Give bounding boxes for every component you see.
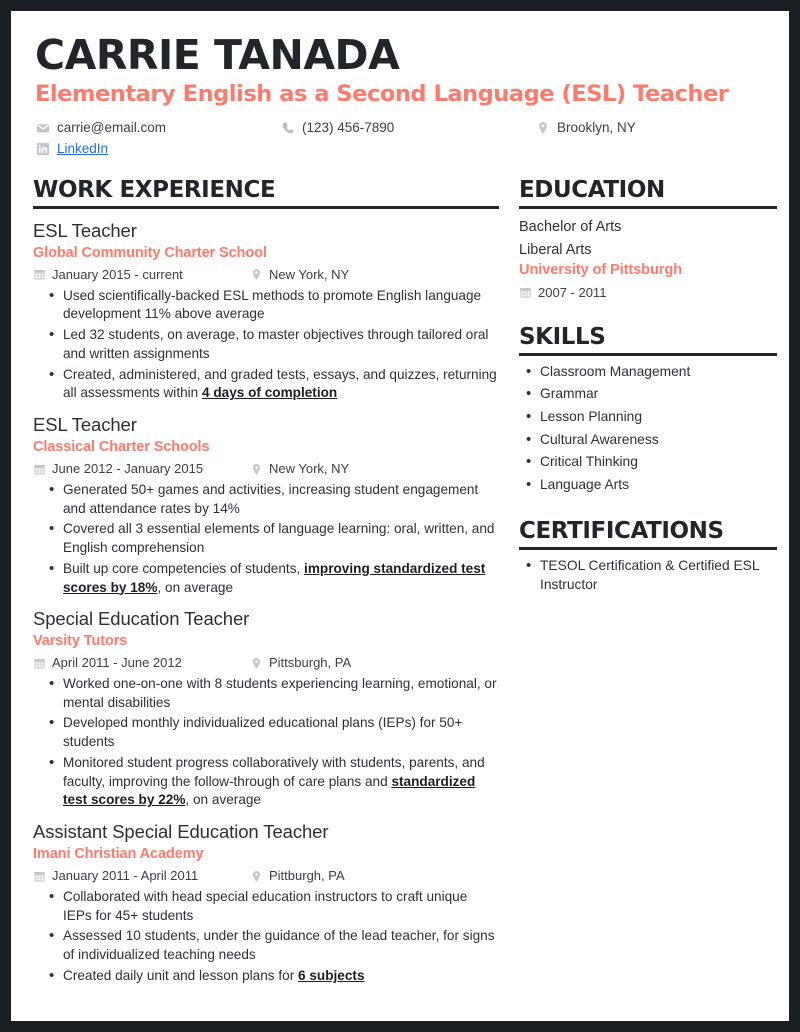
job-meta [33, 267, 499, 283]
professional-headline: Elementary English as a Second Language (ESL) Teacher [35, 81, 729, 108]
resume-body [33, 179, 767, 986]
bullet-highlight: standardized test scores by 22% [63, 773, 476, 808]
bullet-text-post: , on average [157, 579, 234, 595]
job-bullet [33, 366, 499, 404]
job-bullet-list [33, 888, 499, 986]
job-bullet [33, 560, 499, 598]
certifications-list [519, 557, 777, 594]
contact-phone-text: (123) 456-7890 [302, 119, 395, 135]
job-entry [33, 220, 499, 403]
job-bullet [33, 287, 499, 325]
bullet-text: Created, administered, and graded tests, essays, and quizzes, returning all assessments within [63, 366, 497, 401]
bullet-text: Created daily unit and lesson plans for [63, 967, 299, 983]
education-entry [519, 217, 777, 300]
job-entry [33, 414, 499, 597]
contact-phone[interactable] [281, 120, 536, 136]
map-pin-icon [250, 268, 263, 281]
education-dates-text: 2007 - 2011 [538, 284, 607, 300]
page-title: CARRIE TANADA [35, 31, 400, 79]
education-dates [519, 285, 777, 300]
map-pin-icon [250, 657, 263, 670]
bullet-text: Collaborated with head special education instructors to craft unique IEPs for 45+ students [63, 888, 468, 923]
section-work-experience [33, 179, 499, 986]
job-location-text: Pittburgh, PA [269, 868, 345, 884]
section-divider [519, 547, 777, 550]
bullet-text: Monitored student progress collaboratively with students, parents, and faculty, improving the follow-through of care plans and [63, 754, 485, 789]
phone-icon [281, 121, 295, 135]
list-item: • Cultural Awareness [519, 431, 777, 450]
job-bullet [33, 714, 499, 752]
envelope-icon [36, 121, 50, 135]
calendar-icon [33, 870, 46, 883]
job-bullet [33, 888, 499, 926]
job-meta [33, 655, 499, 671]
contact-email-text: carrie@email.com [57, 119, 166, 135]
job-bullet [33, 326, 499, 364]
job-title: Special Education Teacher [33, 608, 250, 630]
job-meta [33, 868, 499, 884]
section-heading-education: EDUCATION [519, 177, 665, 204]
section-heading-certifications: CERTIFICATIONS [519, 518, 724, 545]
contact-email[interactable] [36, 120, 281, 136]
job-location [250, 655, 351, 671]
skills-list [519, 363, 777, 495]
list-item: • Lesson Planning [519, 408, 777, 427]
section-divider [519, 206, 777, 209]
bullet-text-post: , on average [185, 792, 261, 808]
map-pin-icon [250, 463, 263, 476]
section-heading-skills: SKILLS [519, 323, 606, 350]
list-item: • Classroom Management [519, 363, 777, 382]
job-entry [33, 608, 499, 810]
right-column [519, 179, 777, 986]
bullet-highlight: 6 subjects [298, 967, 365, 983]
job-dates [33, 868, 250, 884]
section-divider [33, 206, 499, 209]
job-title: ESL Teacher [33, 414, 137, 436]
bullet-text: Developed monthly individualized educational plans (IEPs) for 50+ students [63, 715, 463, 750]
bullet-text: Generated 50+ games and activities, increasing student engagement and attendance rates by 14% [63, 481, 479, 516]
bullet-text: Covered all 3 essential elements of language learning: oral, written, and English comprehension [63, 521, 495, 556]
job-company: Global Community Charter School [33, 244, 267, 261]
job-company: Varsity Tutors [33, 633, 128, 650]
column-gap [499, 179, 519, 986]
calendar-icon [519, 286, 532, 299]
bullet-text: Used scientifically-backed ESL methods to promote English language development 11% above average [63, 287, 482, 322]
job-location-text: New York, NY [269, 267, 350, 283]
left-column [33, 179, 499, 986]
job-bullet [33, 675, 499, 713]
job-bullet [33, 754, 499, 810]
job-location [250, 267, 349, 283]
section-heading-work-experience: WORK EXPERIENCE [33, 177, 276, 204]
job-dates-text: April 2011 - June 2012 [52, 655, 182, 671]
job-bullet-list [33, 675, 499, 810]
job-bullet [33, 927, 499, 965]
resume-document [11, 11, 789, 1021]
job-dates-text: June 2012 - January 2015 [52, 461, 204, 477]
job-dates-text: January 2015 - current [52, 267, 183, 283]
contact-linkedin[interactable] [36, 141, 281, 157]
contact-location-text: Brooklyn, NY [557, 119, 636, 135]
contact-linkedin-link[interactable]: LinkedIn [57, 140, 109, 156]
bullet-text: Built up core competencies of students, [63, 560, 305, 576]
contact-row-secondary [36, 141, 767, 157]
bullet-text: Worked one-on-one with 8 students experiencing learning, emotional, or mental disabilities [63, 675, 497, 710]
list-item: • Language Arts [519, 476, 777, 495]
calendar-icon [33, 657, 46, 670]
job-bullet [33, 520, 499, 558]
job-dates [33, 655, 250, 671]
job-location-text: New York, NY [269, 461, 350, 477]
section-certifications [519, 520, 777, 594]
map-pin-icon [250, 870, 263, 883]
bullet-highlight: improving standardized test scores by 18% [63, 560, 486, 595]
bullet-text: Assessed 10 students, under the guidance of the lead teacher, for signs of individualized teaching needs [63, 928, 495, 963]
job-location-text: Pittsburgh, PA [269, 655, 352, 671]
section-skills [519, 323, 777, 495]
education-school: University of Pittsburgh [519, 262, 683, 279]
job-title: Assistant Special Education Teacher [33, 821, 329, 843]
contact-row-primary [36, 120, 767, 136]
calendar-icon [33, 268, 46, 281]
contact-location [536, 120, 736, 136]
linkedin-icon [36, 142, 50, 156]
job-bullet-list [33, 481, 499, 598]
bullet-text: Led 32 students, on average, to master objectives through tailored oral and written assignments [63, 327, 489, 361]
list-item: • Critical Thinking [519, 453, 777, 472]
job-company: Classical Charter Schools [33, 439, 210, 456]
resume-header [33, 33, 767, 157]
education-degree: Bachelor of Arts [519, 218, 622, 235]
job-company: Imani Christian Academy [33, 846, 204, 863]
job-bullet-list [33, 287, 499, 404]
list-item: • TESOL Certification & Certified ESL Instructor [519, 557, 777, 594]
list-item: • Grammar [519, 385, 777, 404]
job-dates-text: January 2011 - April 2011 [52, 868, 199, 884]
job-meta [33, 461, 499, 477]
calendar-icon [33, 463, 46, 476]
map-pin-icon [536, 121, 550, 135]
job-bullet [33, 967, 499, 986]
section-divider [519, 353, 777, 356]
job-location [250, 461, 349, 477]
education-field: Liberal Arts [519, 241, 592, 258]
bullet-highlight: 4 days of completion [202, 385, 338, 401]
job-dates [33, 461, 250, 477]
job-bullet [33, 481, 499, 519]
job-location [250, 868, 345, 884]
job-dates [33, 267, 250, 283]
section-education [519, 179, 777, 300]
job-entry [33, 821, 499, 985]
job-title: ESL Teacher [33, 219, 137, 241]
